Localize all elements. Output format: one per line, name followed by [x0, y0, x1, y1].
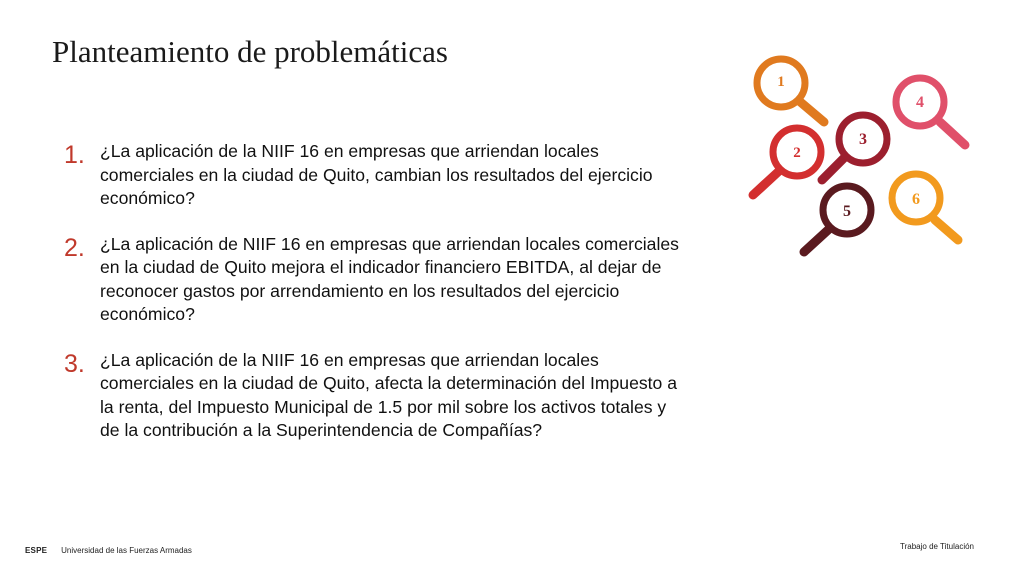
magnifier-icon [822, 115, 887, 180]
question-text: ¿La aplicación de la NIIF 16 en empresas que arriendan locales comerciales en la ciudad de Quito, afecta la determinación del Impuesto a la renta, del Impuesto Municipal de 1.5 por mil sobre los activos totales y de la contribución a la Superintendencia de Compañías? [100, 349, 678, 440]
footer-left [25, 546, 192, 555]
footer-right-label: Trabajo de Titulación [900, 542, 974, 551]
magnifier-label: 4 [916, 94, 924, 111]
magnifiers-graphic [740, 50, 980, 270]
magnifier-label: 6 [912, 191, 920, 208]
magnifier-icon [757, 59, 824, 122]
magnifier-icon [804, 186, 871, 252]
question-number: 3. [64, 349, 85, 378]
question-number: 1. [64, 141, 85, 169]
questions-list [64, 140, 684, 465]
institution-name: Universidad de las Fuerzas Armadas [61, 546, 192, 555]
question-text: ¿La aplicación de la NIIF 16 en empresas que arriendan locales comerciales en la ciudad de Quito, cambian los resultados del ejercicio económico? [100, 141, 653, 208]
magnifier-icon [892, 174, 958, 240]
magnifier-label: 1 [777, 74, 785, 90]
slide-title: Planteamiento de problemáticas [52, 34, 448, 69]
magnifier-label: 2 [793, 145, 801, 161]
magnifier-label: 3 [859, 131, 867, 148]
question-item [64, 233, 684, 327]
question-item [64, 349, 684, 443]
magnifier-label: 5 [843, 203, 851, 220]
magnifier-icon [753, 128, 821, 195]
question-text: ¿La aplicación de NIIF 16 en empresas que arriendan locales comerciales en la ciudad de Quito mejora el indicador financiero EBITDA, al dejar de reconocer gastos por arrendamiento en los resultados del ejercicio económico? [100, 233, 679, 324]
espe-logo: ESPE [25, 546, 48, 555]
question-number: 2. [64, 233, 85, 262]
question-item [64, 140, 684, 211]
magnifier-icon [896, 78, 965, 145]
